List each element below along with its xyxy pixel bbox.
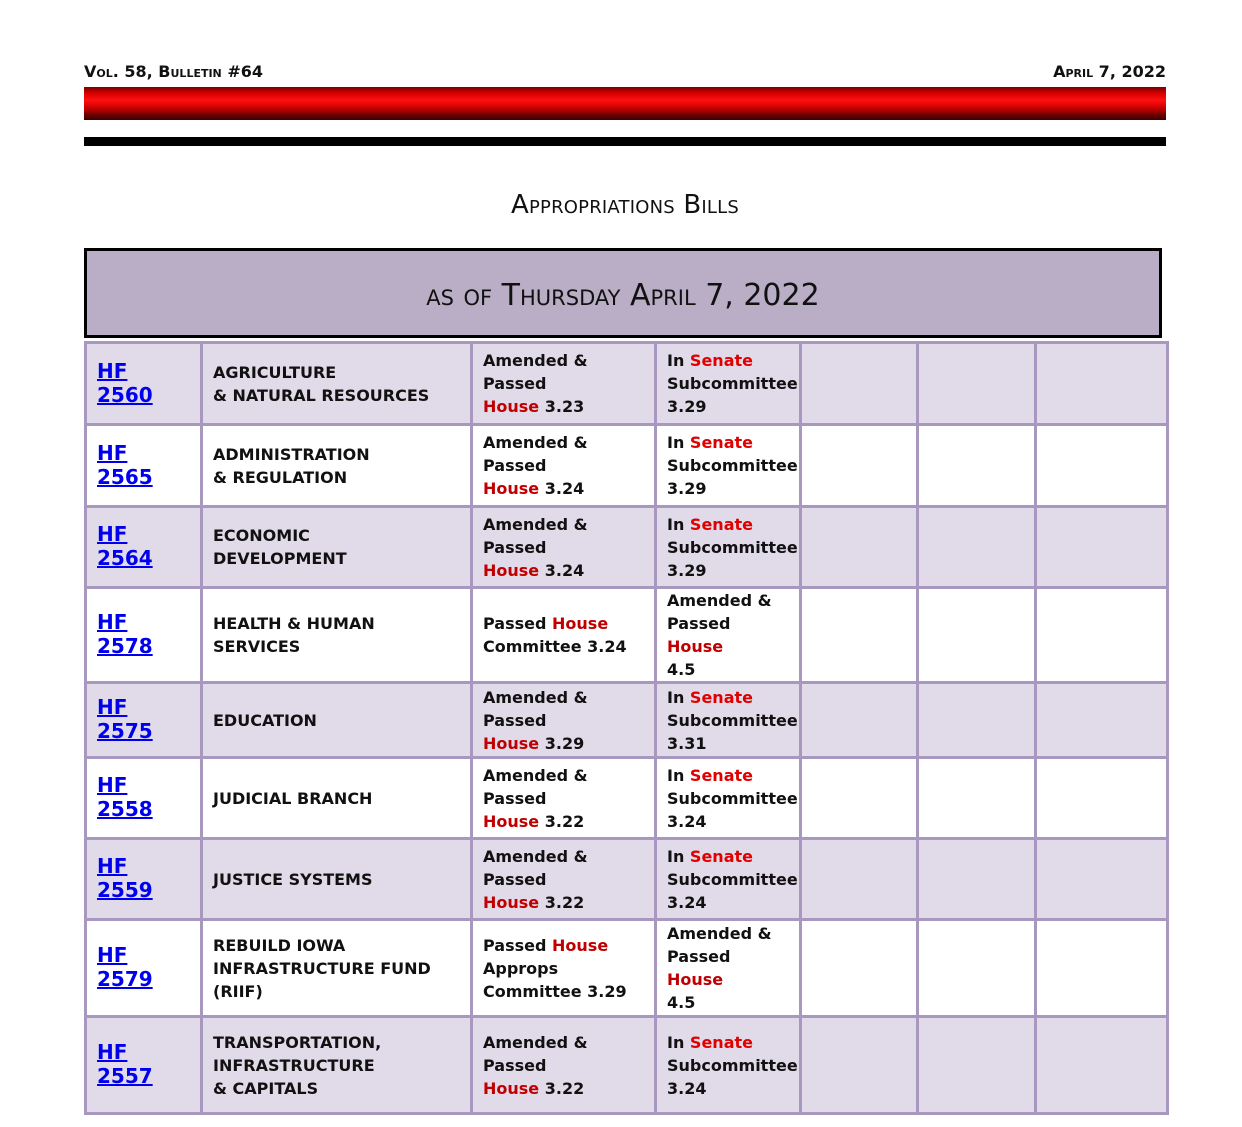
chamber-house: House <box>483 560 540 580</box>
status-text: Subcommittee <box>667 537 798 557</box>
status-text: Subcommittee <box>667 710 798 730</box>
empty-status-cell <box>1036 425 1168 507</box>
status-text: Amended & Passed <box>483 433 588 475</box>
house-status <box>472 425 656 507</box>
status-date: Committee 3.29 <box>483 981 627 1001</box>
table-row <box>86 758 1168 839</box>
chamber-senate: Senate <box>689 351 753 370</box>
status-date: 3.31 <box>667 733 707 753</box>
bill-name-line: ECONOMIC <box>213 526 310 545</box>
empty-status-cell <box>1036 839 1168 920</box>
status-text: In <box>667 687 690 707</box>
chamber-house: House <box>667 637 724 656</box>
status-text: In <box>667 514 690 534</box>
bill-link[interactable]: HF 2578 <box>97 610 153 658</box>
empty-status-cell <box>801 425 918 507</box>
empty-status-cell <box>1036 588 1168 683</box>
bill-link[interactable]: HF 2575 <box>97 695 153 743</box>
chamber-senate: Senate <box>689 846 753 866</box>
appropriations-table <box>84 341 1169 1115</box>
bill-name-line: INFRASTRUCTURE <box>213 1055 375 1075</box>
status-date: 3.24 <box>539 560 585 580</box>
chamber-house: House <box>483 397 540 416</box>
bill-name-line: DEVELOPMENT <box>213 549 347 568</box>
bill-name <box>202 1017 472 1114</box>
bill-link[interactable]: HF 2579 <box>97 943 153 991</box>
bill-name <box>202 425 472 507</box>
bill-link[interactable]: HF 2557 <box>97 1040 153 1088</box>
house-status <box>472 758 656 839</box>
table-row <box>86 683 1168 758</box>
bill-name-line: HEALTH & HUMAN <box>213 614 375 633</box>
status-date: 4.5 <box>667 993 696 1012</box>
bill-name <box>202 343 472 425</box>
status-text: In <box>667 846 690 866</box>
status-date: 3.24 <box>667 811 707 831</box>
house-status <box>472 683 656 758</box>
bill-name <box>202 758 472 839</box>
empty-status-cell <box>1036 758 1168 839</box>
status-text: Amended & Passed <box>483 514 588 557</box>
table-row <box>86 920 1168 1017</box>
status-text: Amended & Passed <box>483 687 588 730</box>
chamber-house: House <box>483 892 540 912</box>
empty-status-cell <box>1036 1017 1168 1114</box>
bill-number-cell <box>86 343 202 425</box>
bill-name-line: INFRASTRUCTURE FUND <box>213 958 431 978</box>
senate-status <box>656 1017 801 1114</box>
senate-status <box>656 758 801 839</box>
status-text: Amended & Passed <box>483 1032 588 1075</box>
chamber-senate: Senate <box>689 514 753 534</box>
status-date: 3.24 <box>539 479 585 498</box>
empty-status-cell <box>918 920 1036 1017</box>
bill-name-line: ADMINISTRATION <box>213 444 370 464</box>
chamber-senate: Senate <box>689 765 753 785</box>
bill-link[interactable]: HF 2564 <box>97 522 153 570</box>
status-text: Passed <box>667 614 731 633</box>
bill-number-cell <box>86 839 202 920</box>
empty-status-cell <box>801 343 918 425</box>
house-status <box>472 343 656 425</box>
chamber-house: House <box>552 935 609 955</box>
empty-status-cell <box>1036 920 1168 1017</box>
empty-status-cell <box>1036 507 1168 588</box>
bill-name-line: & CAPITALS <box>213 1078 319 1098</box>
chamber-house: House <box>483 479 540 498</box>
bill-number-cell <box>86 1017 202 1114</box>
bill-name-line: EDUCATION <box>213 710 317 730</box>
status-date: 3.24 <box>667 1078 707 1098</box>
empty-status-cell <box>801 683 918 758</box>
table-row <box>86 425 1168 507</box>
bill-number-cell <box>86 920 202 1017</box>
bill-link[interactable]: HF 2558 <box>97 773 153 821</box>
bill-name-line: JUDICIAL BRANCH <box>213 788 373 808</box>
bill-name <box>202 683 472 758</box>
empty-status-cell <box>801 920 918 1017</box>
bill-name-line: TRANSPORTATION, <box>213 1032 382 1052</box>
bill-link[interactable]: HF 2559 <box>97 854 153 902</box>
status-text: Amended & Passed <box>483 846 588 889</box>
status-date: 3.29 <box>667 560 707 580</box>
empty-status-cell <box>801 1017 918 1114</box>
bill-number-cell <box>86 683 202 758</box>
chamber-senate: Senate <box>689 1032 753 1052</box>
senate-status <box>656 683 801 758</box>
status-text: In <box>667 1032 690 1052</box>
bill-name <box>202 839 472 920</box>
bill-name <box>202 507 472 588</box>
table-row <box>86 588 1168 683</box>
status-text: Approps <box>483 958 559 978</box>
status-text: Subcommittee <box>667 788 798 808</box>
status-text: Passed <box>667 947 731 966</box>
status-date: 3.24 <box>667 892 707 912</box>
status-date: 4.5 <box>667 660 696 679</box>
status-text: Subcommittee <box>667 869 798 889</box>
status-date: 3.29 <box>667 479 707 498</box>
chamber-senate: Senate <box>689 687 753 707</box>
bill-link[interactable]: HF 2560 <box>97 358 153 407</box>
page-title: Appropriations Bills <box>510 190 739 220</box>
status-text: Amended & <box>667 924 772 943</box>
status-text: Amended & Passed <box>483 351 588 393</box>
house-status <box>472 588 656 683</box>
senate-status <box>656 588 801 683</box>
chamber-senate: Senate <box>689 433 753 452</box>
house-status <box>472 839 656 920</box>
status-text: Subcommittee <box>667 456 798 475</box>
status-text: Amended & Passed <box>483 765 588 808</box>
house-status <box>472 1017 656 1114</box>
senate-status <box>656 343 801 425</box>
chamber-house: House <box>483 1078 540 1098</box>
senate-status <box>656 920 801 1017</box>
bill-name <box>202 588 472 683</box>
empty-status-cell <box>918 839 1036 920</box>
bill-name-line: JUSTICE SYSTEMS <box>213 869 373 889</box>
table-row <box>86 343 1168 425</box>
bill-number-cell <box>86 507 202 588</box>
bill-name-line: REBUILD IOWA <box>213 935 346 955</box>
chamber-house: House <box>483 811 540 831</box>
empty-status-cell <box>918 425 1036 507</box>
empty-status-cell <box>1036 343 1168 425</box>
status-date: 3.23 <box>539 397 585 416</box>
status-date: Committee 3.24 <box>483 637 627 656</box>
empty-status-cell <box>801 839 918 920</box>
table-row <box>86 839 1168 920</box>
status-date: 3.22 <box>539 811 585 831</box>
chamber-house: House <box>483 733 540 753</box>
as-of-header: as of Thursday April 7, 2022 <box>84 248 1162 338</box>
status-date: 3.22 <box>539 1078 585 1098</box>
empty-status-cell <box>801 758 918 839</box>
empty-status-cell <box>801 588 918 683</box>
bill-name-line: AGRICULTURE <box>213 362 337 382</box>
table-row <box>86 507 1168 588</box>
status-text: Passed <box>483 935 553 955</box>
status-text: Subcommittee <box>667 374 798 393</box>
bill-name-line: & NATURAL RESOURCES <box>213 385 430 405</box>
table-row <box>86 1017 1168 1114</box>
black-divider-bar <box>84 137 1166 146</box>
bill-name-line: SERVICES <box>213 637 301 656</box>
bill-name <box>202 920 472 1017</box>
empty-status-cell <box>918 507 1036 588</box>
bill-name-line: & REGULATION <box>213 467 348 487</box>
empty-status-cell <box>918 758 1036 839</box>
house-status <box>472 920 656 1017</box>
volume-label: Vol. 58, Bulletin #64 <box>84 62 264 81</box>
chamber-house: House <box>667 970 724 989</box>
house-status <box>472 507 656 588</box>
empty-status-cell <box>1036 683 1168 758</box>
senate-status <box>656 507 801 588</box>
status-text: Passed <box>483 614 553 633</box>
status-date: 3.29 <box>539 733 585 753</box>
bill-name-line: (RIIF) <box>213 981 263 1001</box>
bill-link[interactable]: HF 2565 <box>97 440 153 489</box>
status-date: 3.22 <box>539 892 585 912</box>
empty-status-cell <box>918 588 1036 683</box>
senate-status <box>656 839 801 920</box>
empty-status-cell <box>918 683 1036 758</box>
status-text: Subcommittee <box>667 1055 798 1075</box>
empty-status-cell <box>801 507 918 588</box>
empty-status-cell <box>918 1017 1036 1114</box>
chamber-house: House <box>552 614 609 633</box>
bill-number-cell <box>86 425 202 507</box>
status-text: In <box>667 351 690 370</box>
bill-number-cell <box>86 758 202 839</box>
status-text: In <box>667 433 690 452</box>
senate-status <box>656 425 801 507</box>
red-banner-bar <box>84 87 1166 120</box>
bulletin-header <box>84 62 1166 84</box>
empty-status-cell <box>918 343 1036 425</box>
status-text: Amended & <box>667 591 772 610</box>
bulletin-date: April 7, 2022 <box>1053 62 1166 81</box>
bill-number-cell <box>86 588 202 683</box>
status-text: In <box>667 765 690 785</box>
status-date: 3.29 <box>667 397 707 416</box>
